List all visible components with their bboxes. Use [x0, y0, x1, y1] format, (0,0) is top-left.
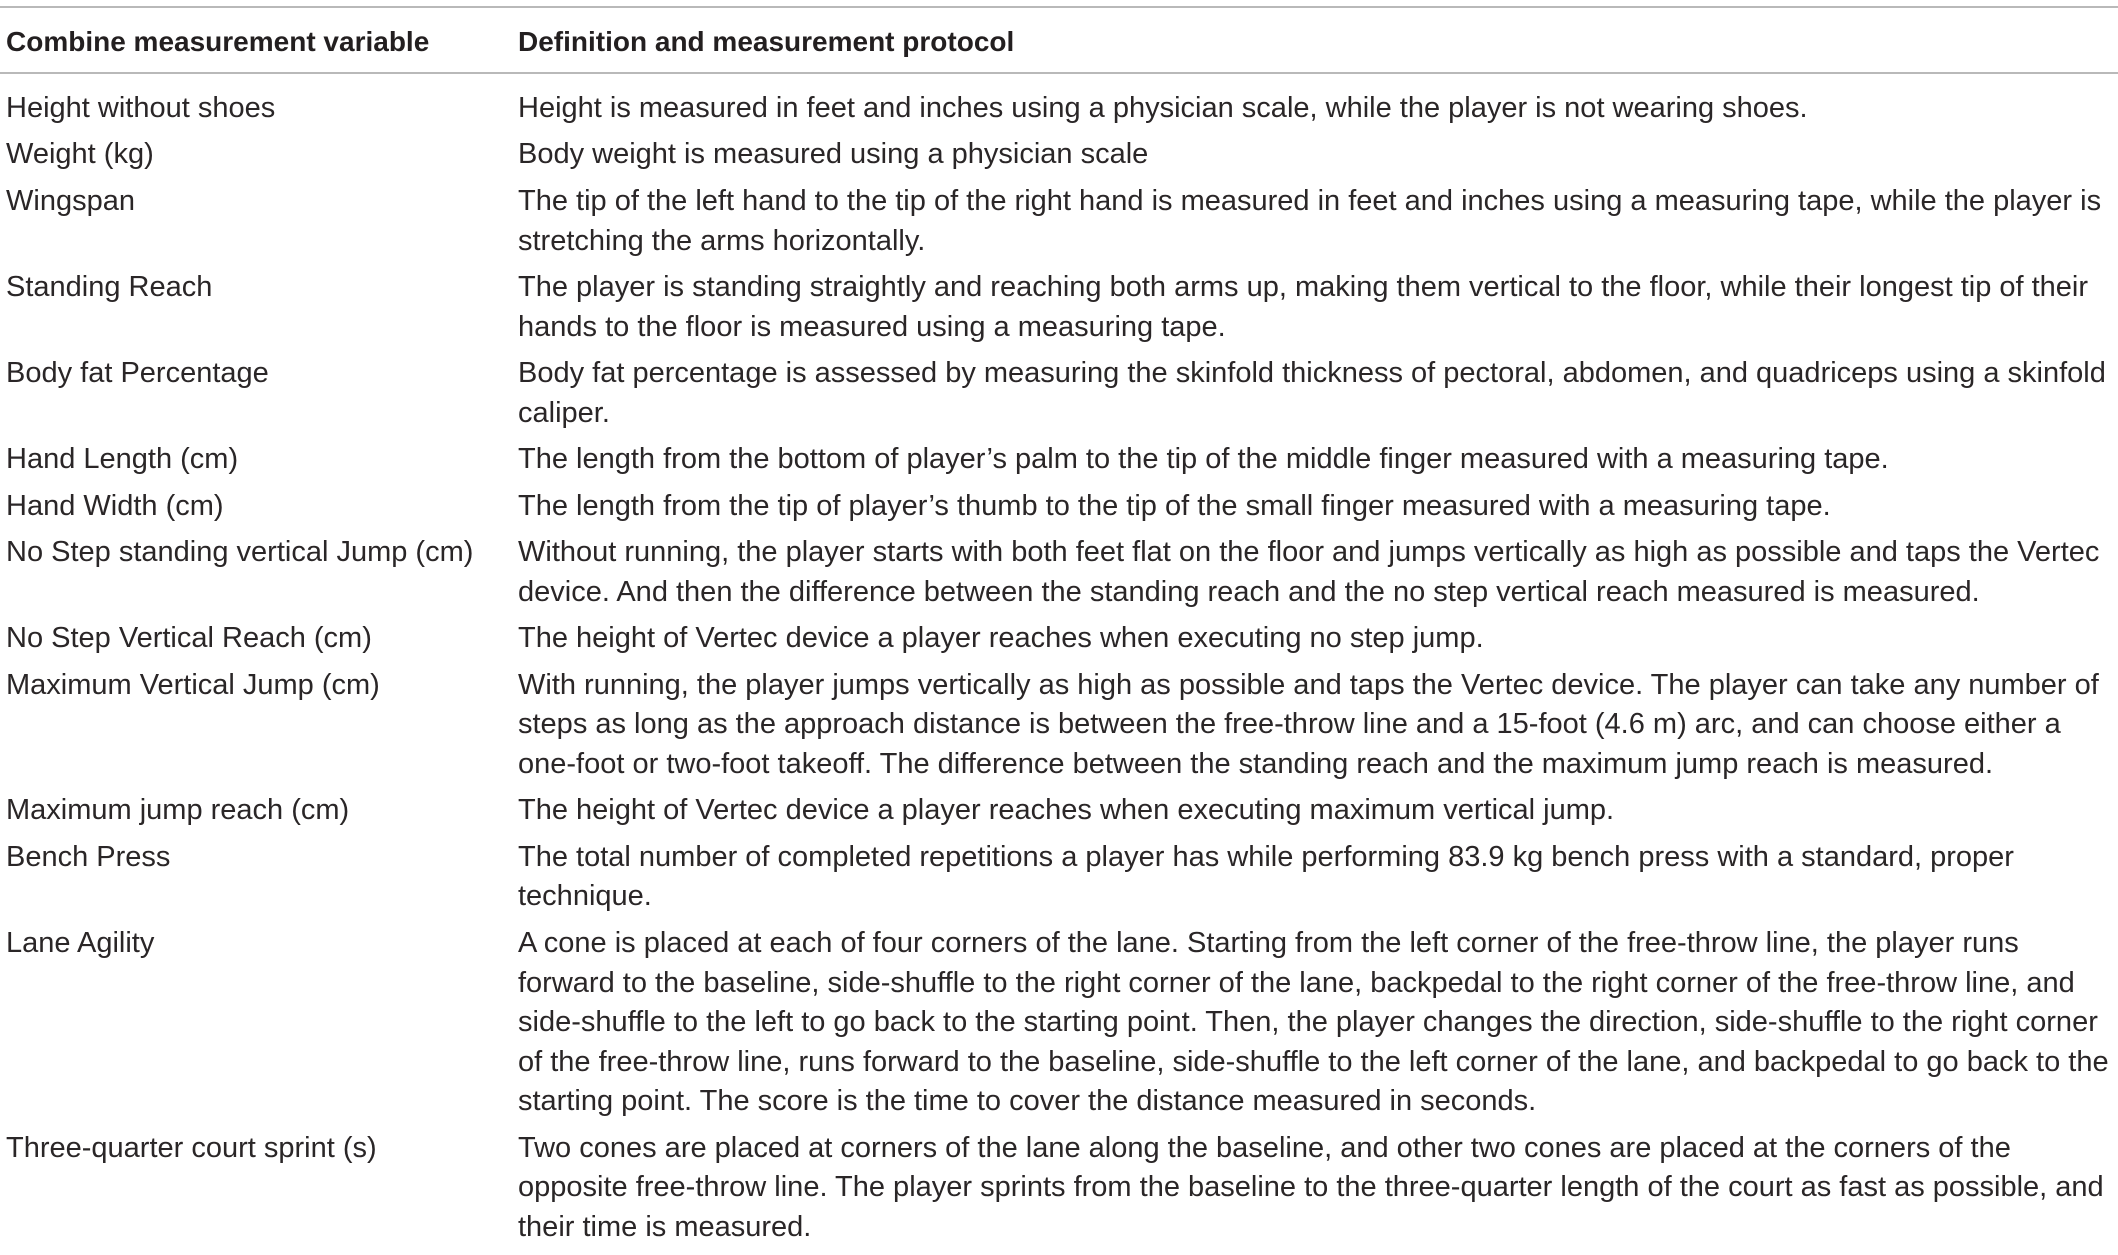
table-header-row — [0, 14, 2118, 73]
variable-cell: Maximum Vertical Jump (cm) — [6, 668, 380, 701]
variable-cell: Standing Reach — [6, 271, 213, 304]
table-row — [0, 533, 2118, 619]
variable-cell: Three-quarter court sprint (s) — [6, 1131, 377, 1164]
header-variable: Combine measurement variable — [0, 14, 518, 73]
table-row — [0, 791, 2118, 837]
table-row — [0, 838, 2118, 924]
variable-cell: Hand Width (cm) — [6, 489, 224, 522]
table-row — [0, 487, 2118, 533]
variable-cell: Maximum jump reach (cm) — [6, 794, 350, 827]
table-row — [0, 619, 2118, 665]
table-row — [0, 182, 2118, 268]
variable-cell: Weight (kg) — [6, 138, 154, 171]
variable-cell: Body fat Percentage — [6, 357, 269, 390]
definition-cell: The total number of completed repetitions a player has while performing 83.9 kg bench press with a standard, proper technique. — [518, 840, 2014, 913]
variable-cell: Height without shoes — [6, 92, 276, 124]
table-row — [0, 440, 2118, 486]
variable-cell: Wingspan — [6, 184, 135, 217]
definition-cell: The length from the bottom of player’s palm to the tip of the middle finger measured with a measuring tape. — [518, 443, 1889, 476]
definition-cell: Without running, the player starts with both feet flat on the floor and jumps vertically as high as possible and taps the Vertec device. And then the difference between the standing reach and the no step vertical reach measured is measured. — [518, 536, 2100, 608]
definition-cell: Two cones are placed at corners of the lane along the baseline, and other two cones are placed at the corners of the opposite free-throw line. The player sprints from the baseline to the three-quarter length of the court as fast as possible, and their time is measured. — [518, 1131, 2104, 1244]
table-row — [0, 135, 2118, 181]
definition-cell: The tip of the left hand to the tip of the right hand is measured in feet and inches using a measuring tape, while the player is stretching the arms horizontally. — [518, 184, 2102, 257]
table-top-rule — [0, 6, 2118, 8]
variable-cell: Bench Press — [6, 840, 171, 873]
variable-cell: Hand Length (cm) — [6, 443, 239, 476]
definition-cell: The height of Vertec device a player reaches when executing no step jump. — [518, 622, 1484, 655]
table-row — [0, 666, 2118, 792]
table-row — [0, 924, 2118, 1129]
table-row — [0, 268, 2118, 354]
variable-cell: No Step Vertical Reach (cm) — [6, 622, 372, 655]
variable-cell: Lane Agility — [6, 926, 155, 959]
header-definition: Definition and measurement protocol — [518, 14, 2118, 73]
variable-cell: No Step standing vertical Jump (cm) — [6, 536, 474, 569]
table-row — [0, 354, 2118, 440]
definition-cell: With running, the player jumps vertically as high as possible and taps the Vertec device. The player can take any number of steps as long as the approach distance is between the free-throw line and a 15-foot (4.6 m) arc, and can choose either a one-foot or two-foot takeoff. The difference between the standing reach and the maximum jump reach is measured. — [518, 668, 2099, 780]
definition-cell: Body weight is measured using a physician scale — [518, 138, 1149, 171]
definition-cell: Body fat percentage is assessed by measuring the skinfold thickness of pectoral, abdomen, and quadriceps using a skinfold caliper. — [518, 357, 2106, 429]
definition-cell: The length from the tip of player’s thumb to the tip of the small finger measured with a measuring tape. — [518, 489, 1831, 522]
definition-cell: The height of Vertec device a player reaches when executing maximum vertical jump. — [518, 794, 1615, 827]
definition-cell: The player is standing straightly and reaching both arms up, making them vertical to the floor, while their longest tip of their hands to the floor is measured using a measuring tape. — [518, 271, 2089, 343]
definition-cell: Height is measured in feet and inches using a physician scale, while the player is not wearing shoes. — [518, 92, 1808, 124]
table-row — [0, 73, 2118, 135]
table-row — [0, 1129, 2118, 1255]
definition-cell: A cone is placed at each of four corners of the lane. Starting from the left corner of the free-throw line, the player runs forward to the baseline, side-shuffle to the right corner of the lane, backpedal to the right corner of the free-throw line, and side-shuffle to the left to go back to the starting point. Then, the player changes the direction, side-shuffle to the right corner of the free-throw line, runs forward to the baseline, side-shuffle to the left corner of the lane, and backpedal to go back to the starting point. The score is the time to cover the distance measured in seconds. — [518, 926, 2109, 1118]
measurement-table — [0, 14, 2118, 1255]
